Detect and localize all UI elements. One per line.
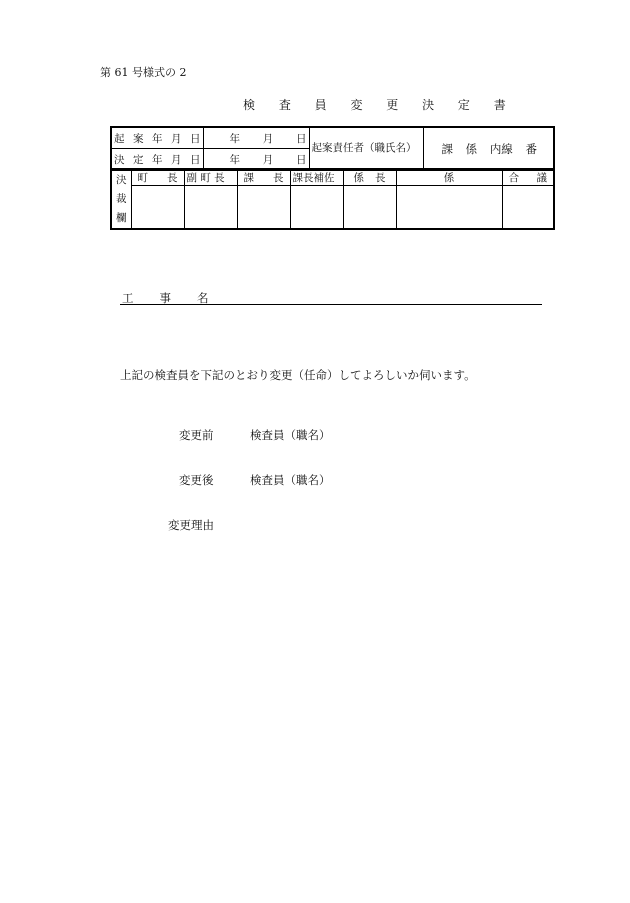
- drafted-date-label: 起 案 年 月 日: [111, 127, 203, 149]
- project-name-label: 工 事 名: [122, 291, 209, 305]
- header-subsection-chief: 係 長: [343, 169, 396, 186]
- header-section-chief: 課 長: [237, 169, 290, 186]
- stamp-cell-staff[interactable]: [396, 186, 502, 229]
- approval-table: [110, 168, 555, 230]
- stamp-cell-section-chief[interactable]: [237, 186, 290, 229]
- stamp-cell-consultation[interactable]: [502, 186, 554, 229]
- extension-field[interactable]: 課 係 内線 番: [423, 127, 554, 170]
- header-mayor: 町 長: [131, 169, 184, 186]
- info-table: [110, 126, 555, 171]
- approval-side-label: 決 裁 欄: [111, 169, 131, 230]
- header-assistant-chief: 課長補佐: [290, 169, 343, 186]
- stamp-cell-deputy-mayor[interactable]: [184, 186, 237, 229]
- stamp-cell-subsection-chief[interactable]: [343, 186, 396, 229]
- after-inspector-label: 検査員（職名）: [250, 473, 331, 487]
- after-change-label: 変更後: [179, 473, 214, 487]
- before-inspector-label: 検査員（職名）: [250, 428, 331, 442]
- stamp-cell-mayor[interactable]: [131, 186, 184, 229]
- drafted-date-field[interactable]: 年 月 日: [203, 127, 309, 149]
- header-deputy-mayor: 副 町 長: [184, 169, 237, 186]
- request-text: 上記の検査員を下記のとおり変更（任命）してよろしいか伺います。: [120, 368, 476, 382]
- document-title: 検 査 員 変 更 決 定 書: [243, 98, 516, 112]
- before-change-label: 変更前: [179, 428, 214, 442]
- form-number: 第 61 号様式の 2: [100, 66, 187, 79]
- responsible-label: 起案責任者（職氏名）: [309, 127, 423, 170]
- change-reason-label: 変更理由: [168, 518, 214, 532]
- decided-date-field[interactable]: 年 月 日: [203, 149, 309, 171]
- decided-date-label: 決 定 年 月 日: [111, 149, 203, 171]
- stamp-cell-assistant-chief[interactable]: [290, 186, 343, 229]
- header-staff: 係: [396, 169, 502, 186]
- header-consultation: 合 議: [502, 169, 554, 186]
